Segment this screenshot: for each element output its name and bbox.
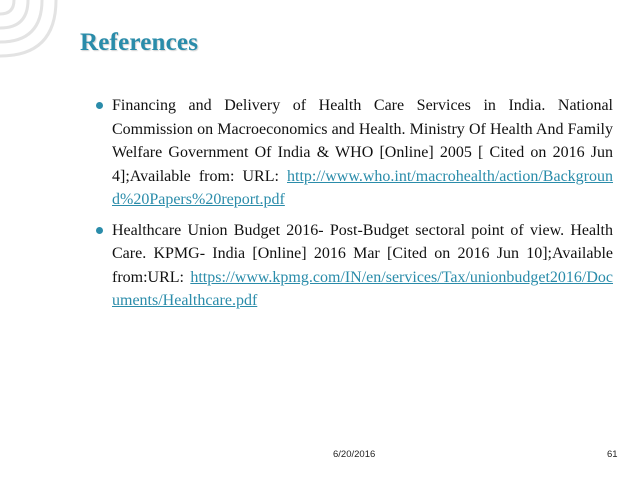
corner-ornament-icon bbox=[0, 0, 60, 60]
bullet-dot-icon bbox=[96, 102, 103, 109]
slide-title: References bbox=[80, 29, 199, 56]
reference-text: Healthcare Union Budget 2016- Post-Budget sectoral point of view. Health Care. KPMG- India [Online] 2016 Mar [Cited on 2016 Jun 10];Available from:URL: bbox=[112, 221, 613, 286]
reference-link[interactable]: https://www.kpmg.com/IN/en/services/Tax/unionbudget2016/Documents/Healthcare.pdf bbox=[112, 268, 613, 309]
reference-link[interactable]: http://www.who.int/macrohealth/action/Background%20Papers%20report.pdf bbox=[112, 167, 613, 208]
footer-date: 6/20/2016 bbox=[333, 449, 376, 460]
reference-list bbox=[98, 94, 613, 320]
reference-item bbox=[98, 94, 613, 212]
bullet-dot-icon bbox=[96, 227, 103, 234]
page-number: 61 bbox=[607, 449, 618, 460]
reference-text: Financing and Delivery of Health Care Services in India. National Commission on Macroeconomics and Health. Ministry Of Health And Family Welfare Government Of India & WHO [Online] 2005 [ Cited on 2016 Jun 4];Available from: URL: bbox=[112, 97, 613, 185]
reference-item bbox=[98, 219, 613, 313]
